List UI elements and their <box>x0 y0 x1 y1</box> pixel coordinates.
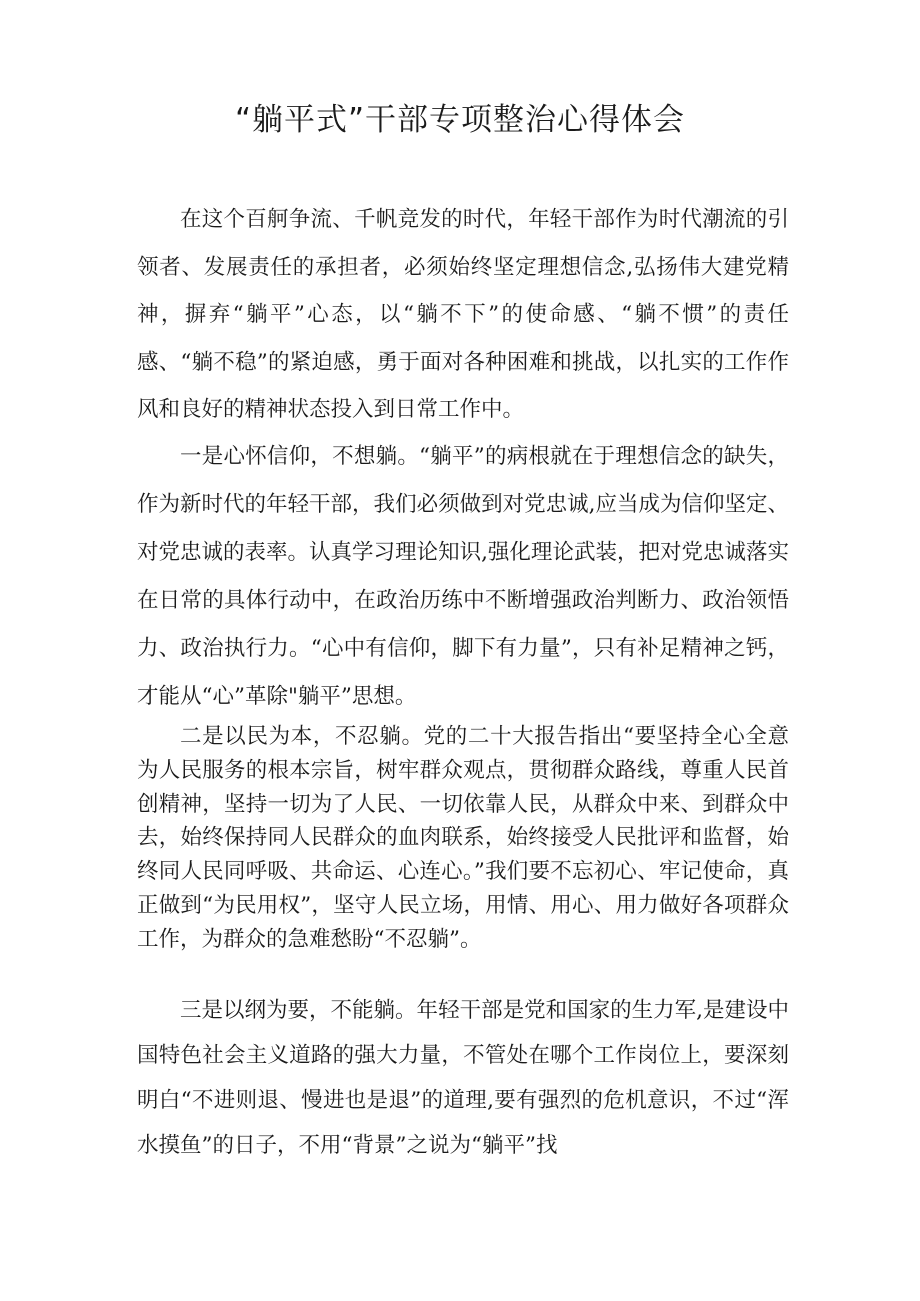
paragraph-point-one: 一是心怀信仰，不想躺。“躺平”的病根就在于理想信念的缺失，作为新时代的年轻干部，我们必须做到对党忠诚,应当成为信仰坚定、对党忠诚的表率。认真学习理论知识,强化理论武装，把对党忠诚落实在日常的具体行动中，在政治历练中不断增强政治判断力、政治领悟力、政治执行力。“心中有信仰，脚下有力量”，只有补足精神之钙，才能从“心”革除"躺平”思想。 <box>137 444 789 709</box>
document-title: “躺平式”干部专项整治心得体会 <box>234 102 686 138</box>
paragraph-point-three: 三是以纲为要，不能躺。年轻干部是党和国家的生力军,是建设中国特色社会主义道路的强大力量，不管处在哪个工作岗位上，要深刻明白“不进则退、慢进也是退”的道理,要有强烈的危机意识，不过“浑水摸鱼”的日子，不用“背景”之说为“躺平”找 <box>137 998 789 1158</box>
paragraph-intro: 在这个百舸争流、千帆竞发的时代，年轻干部作为时代潮流的引领者、发展责任的承担者，必须始终坚定理想信念,弘扬伟大建党精神，摒弃“躺平”心态，以“躺不下”的使命感、“躺不惯”的责任感、“躺不稳”的紧迫感，勇于面对各种困难和挑战，以扎实的工作作风和良好的精神状态投入到日常工作中。 <box>137 207 789 422</box>
paragraph-point-two: 二是以民为本，不忍躺。党的二十大报告指出“要坚持全心全意为人民服务的根本宗旨，树牢群众观点，贯彻群众路线，尊重人民首创精神，坚持一切为了人民、一切依靠人民，从群众中来、到群众中去，始终保持同人民群众的血肉联系，始终接受人民批评和监督，始终同人民同呼吸、共命运、心连心。”我们要不忘初心、牢记使命，真正做到“为民用权”，坚守人民立场，用情、用心、用力做好各项群众工作，为群众的急难愁盼“不忍躺”。 <box>137 724 789 952</box>
